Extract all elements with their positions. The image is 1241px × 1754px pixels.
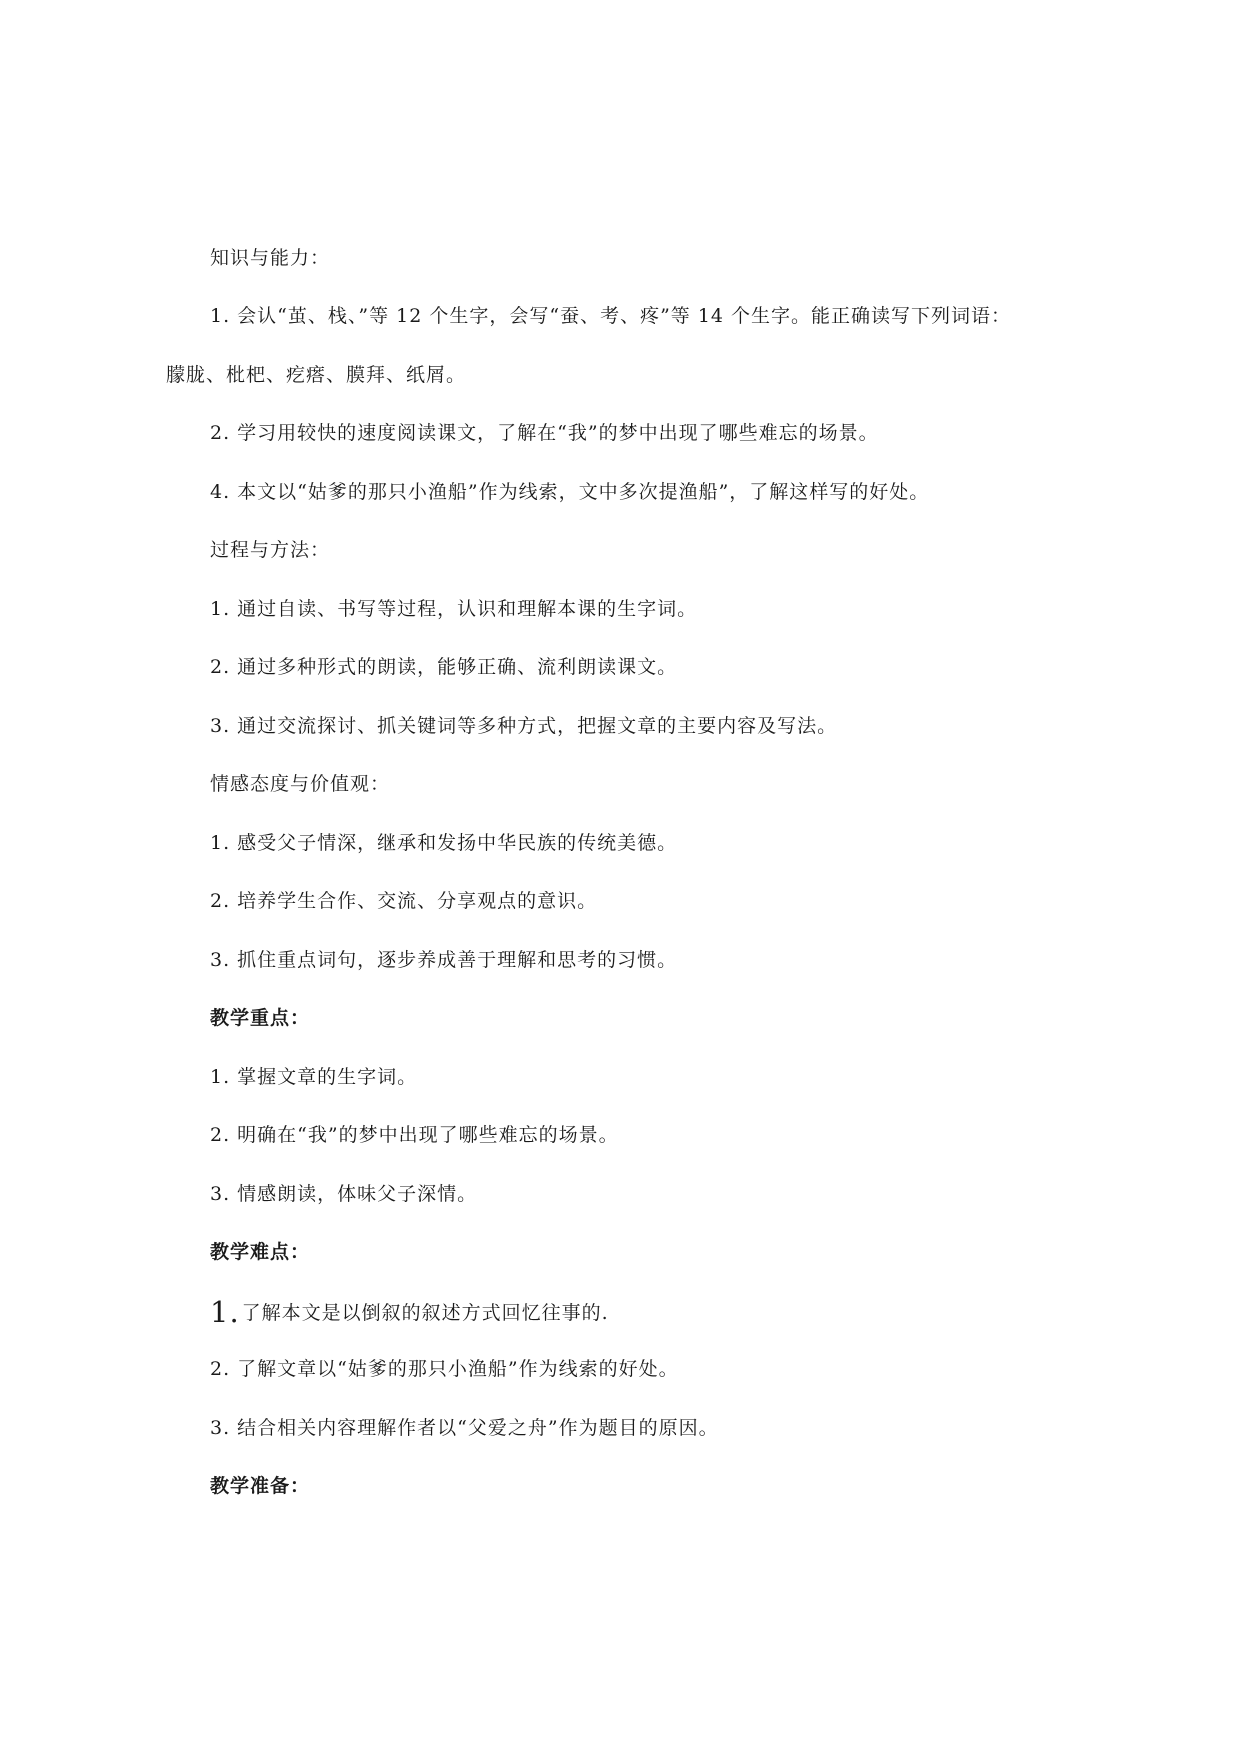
emotion-item-2: 2. 培养学生合作、交流、分享观点的意识。 — [210, 890, 598, 912]
knowledge-item-4: 4. 本文以“姑爹的那只小渔船”作为线索，文中多次提渔船”，了解这样写的好处。 — [210, 481, 930, 503]
difficulty-item-3: 3. 结合相关内容理解作者以“父爱之舟”作为题目的原因。 — [210, 1417, 719, 1439]
difficulty-item-1-text: 了解本文是以倒叙的叙述方式回忆往事的. — [241, 1302, 609, 1324]
knowledge-item-1-continued: 朦胧、枇杷、疙瘩、膜拜、纸屑。 — [166, 364, 467, 386]
heading-difficulties: 教学难点： — [210, 1241, 311, 1263]
difficulty-item-1 — [210, 1297, 609, 1327]
heading-key-points: 教学重点： — [210, 1007, 311, 1029]
difficulty-item-2: 2. 了解文章以“姑爹的那只小渔船”作为线索的好处。 — [210, 1358, 679, 1380]
heading-preparation: 教学准备： — [210, 1475, 311, 1497]
key-point-3: 3. 情感朗读，体味父子深情。 — [210, 1183, 478, 1205]
emotion-item-3: 3. 抓住重点词句，逐步养成善于理解和思考的习惯。 — [210, 949, 678, 971]
key-point-1: 1. 掌握文章的生字词。 — [210, 1066, 418, 1088]
key-point-2: 2. 明确在“我”的梦中出现了哪些难忘的场景。 — [210, 1124, 619, 1146]
difficulty-item-1-number: 1. — [210, 1295, 240, 1329]
heading-knowledge: 知识与能力： — [210, 247, 331, 269]
heading-process: 过程与方法： — [210, 539, 331, 561]
process-item-2: 2. 通过多种形式的朗读，能够正确、流利朗读课文。 — [210, 656, 678, 678]
emotion-item-1: 1. 感受父子情深，继承和发扬中华民族的传统美德。 — [210, 832, 678, 854]
process-item-3: 3. 通过交流探讨、抓关键词等多种方式，把握文章的主要内容及写法。 — [210, 715, 838, 737]
knowledge-item-1: 1. 会认“茧、栈、”等 12 个生字，会写“蚕、考、疼”等 14 个生字。能正确读写下列词语： — [210, 305, 1012, 327]
heading-emotion: 情感态度与价值观： — [210, 773, 391, 795]
knowledge-item-2: 2. 学习用较快的速度阅读课文，了解在“我”的梦中出现了哪些难忘的场景。 — [210, 422, 879, 444]
process-item-1: 1. 通过自读、书写等过程，认识和理解本课的生字词。 — [210, 598, 698, 620]
